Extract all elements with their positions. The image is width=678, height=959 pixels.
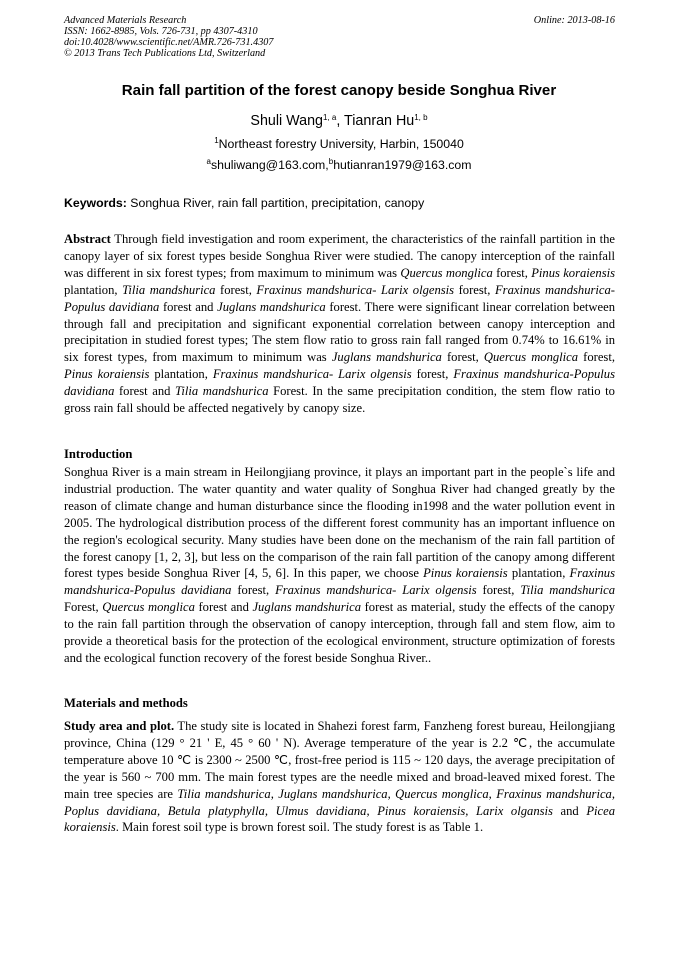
affiliation	[0, 137, 678, 151]
species-name: Fraxinus mandshurica-Populus davidiana	[64, 566, 615, 598]
author-name: Tianran Hu	[344, 113, 415, 129]
online-date: Online: 2013-08-16	[533, 15, 615, 26]
text-run: forest,	[476, 583, 521, 598]
species-name: Tilia mandshurica, Juglans mandshurica, Quercus monglica, Fraxinus mandshurica, Poplus davidiana, Betula platyphylla, Ulmus davidiana, Pinus koraiensis, Larix olgansis	[64, 786, 615, 818]
text-run: forest,	[441, 350, 484, 365]
author-sup: 1, a	[323, 113, 337, 122]
species-name: Juglans mandshurica	[252, 600, 361, 615]
methods-heading: Materials and methods	[64, 696, 188, 710]
text-run: forest and	[194, 600, 253, 615]
study-area-label: Study area and plot.	[64, 719, 175, 733]
species-name: Juglans mandshurica	[217, 299, 326, 314]
introduction-heading: Introduction	[64, 447, 133, 461]
species-name: Fraxinus mandshurica- Larix olgensis	[256, 282, 455, 297]
author-line	[0, 113, 678, 129]
text-run: forest as material, study the effects of the canopy to the rain fall partition through the observation of canopy interception, through fall and stem flow, aim to provide a theoretical basis for the protection of the ecological environment, structure optimization of forests and the ecological function recovery of the forest beside Songhua River..	[64, 600, 616, 665]
species-name: Fraxinus mandshurica- Larix olgensis	[275, 583, 477, 598]
doi-line: doi:10.4028/www.scientific.net/AMR.726-731.4307	[64, 37, 274, 48]
email-line	[0, 158, 678, 172]
species-name: Tilia mandshurica	[175, 384, 269, 399]
text-run: The study site is located in Shahezi forest farm, Fanzheng forest bureau, Heilongjiang province, China (129 ° 21 ' E, 45 ° 60 ' N). Average temperature of the year is 2.2 ℃, the accumulate temperature above 10 ℃ is 2300 ~ 2500 ℃, frost-free period is 115 ~ 120 days, the average precipitation of the year is 560 ~ 700 mm. The main forest types are the needle mixed and broad-leaved mixed forest. The main tree species are	[64, 719, 615, 801]
text-run: forest,	[215, 282, 257, 297]
text-run: plantation,	[64, 282, 123, 297]
abstract-label: Abstract	[64, 232, 111, 246]
species-name: Pinus koraiensis	[531, 265, 615, 280]
text-run: forest,	[411, 367, 454, 382]
species-name: Quercus monglica	[102, 600, 195, 615]
text-run: plantation,	[149, 367, 213, 382]
keywords-label: Keywords:	[64, 196, 127, 210]
journal-header	[64, 15, 273, 59]
species-name: Picea koraiensis	[64, 803, 616, 835]
affiliation-text: Northeast forestry University, Harbin, 150040	[218, 137, 464, 151]
email-sup: b	[328, 157, 334, 166]
email-address: shuliwang@163.com,	[210, 158, 329, 172]
text-run: and	[552, 803, 587, 818]
species-name: Tilia mandshurica	[122, 282, 216, 297]
paper-title: Rain fall partition of the forest canopy beside Songhua River	[121, 82, 557, 99]
author-sup: 1, b	[414, 113, 428, 122]
copyright-line: © 2013 Trans Tech Publications Ltd, Switzerland	[64, 48, 266, 59]
text-run: forest,	[231, 583, 276, 598]
species-name: Juglans mandshurica	[331, 350, 442, 365]
species-name: Quercus monglica	[483, 350, 579, 365]
journal-name: Advanced Materials Research	[64, 15, 187, 26]
author-separator: ,	[336, 113, 345, 129]
species-name: Fraxinus mandshurica- Larix olgensis	[212, 367, 412, 382]
text-run: Through field investigation and room experiment, the characteristics of the rainfall partition in the canopy layer of six forest types beside Songhua River were studied. The canopy interception of the rainfall was different in six forest types; from maximum to minimum was	[64, 232, 615, 280]
author-name: Shuli Wang	[250, 113, 323, 129]
species-name: Tilia mandshurica	[520, 583, 616, 598]
text-run: forest. There were significant linear correlation between through fall and precipitation and significant exponential correlation between canopy interception and precipitation in studied forest types; The stem flow ratio to gross rain fall ranged from 0.74% to 16.61% in six forest types, from maximum to minimum was	[64, 299, 615, 365]
issn-line: ISSN: 1662-8985, Vols. 726-731, pp 4307-4310	[64, 26, 258, 37]
introduction-paragraph	[64, 464, 615, 667]
keywords	[64, 196, 616, 210]
species-name: Fraxinus mandshurica-Populus davidiana	[64, 282, 615, 314]
keywords-text: Songhua River, rain fall partition, precipitation, canopy	[126, 196, 425, 210]
email-sup: a	[206, 157, 211, 166]
species-name: Pinus koraiensis	[64, 367, 150, 382]
text-run: forest and	[114, 384, 176, 399]
study-area-paragraph	[64, 718, 615, 836]
affiliation-sup: 1	[214, 136, 219, 145]
email-address: hutianran1979@163.com	[333, 158, 472, 172]
species-name: Quercus monglica	[400, 265, 493, 280]
text-run: Forest. In the same precipitation condition, the stem flow ratio to gross rain fall should be affected negatively by canopy size.	[64, 384, 615, 416]
text-run: Forest,	[64, 600, 103, 615]
species-name: Pinus koraiensis	[423, 566, 508, 581]
text-run: forest,	[492, 265, 532, 280]
text-run: forest,	[454, 282, 495, 297]
text-run: . Main forest soil type is brown forest soil. The study forest is as Table 1.	[115, 820, 484, 835]
text-run: forest and	[159, 299, 218, 314]
text-run: plantation,	[507, 566, 570, 581]
text-run: Songhua River is a main stream in Heilongjiang province, it plays an important part in the people`s life and industrial production. The water quantity and water quality of Songhua River had changed greatly by the reason of climate change and human disturbance since the flooding in1998 and the water pollution event in 2005. The hydrological distribution process of the different forest community has an important influence on the region's ecological security. Many studies have been done on the mechanism of the rain fall partition of the forest canopy [1, 2, 3], but less on the comparison of the rain fall partition of the canopy among different forest types beside Songhua River [4, 5, 6]. In this paper, we choose	[64, 465, 615, 581]
species-name: Fraxinus mandshurica-Populus davidiana	[64, 367, 615, 399]
abstract-paragraph	[64, 231, 615, 417]
text-run: forest,	[578, 350, 615, 365]
